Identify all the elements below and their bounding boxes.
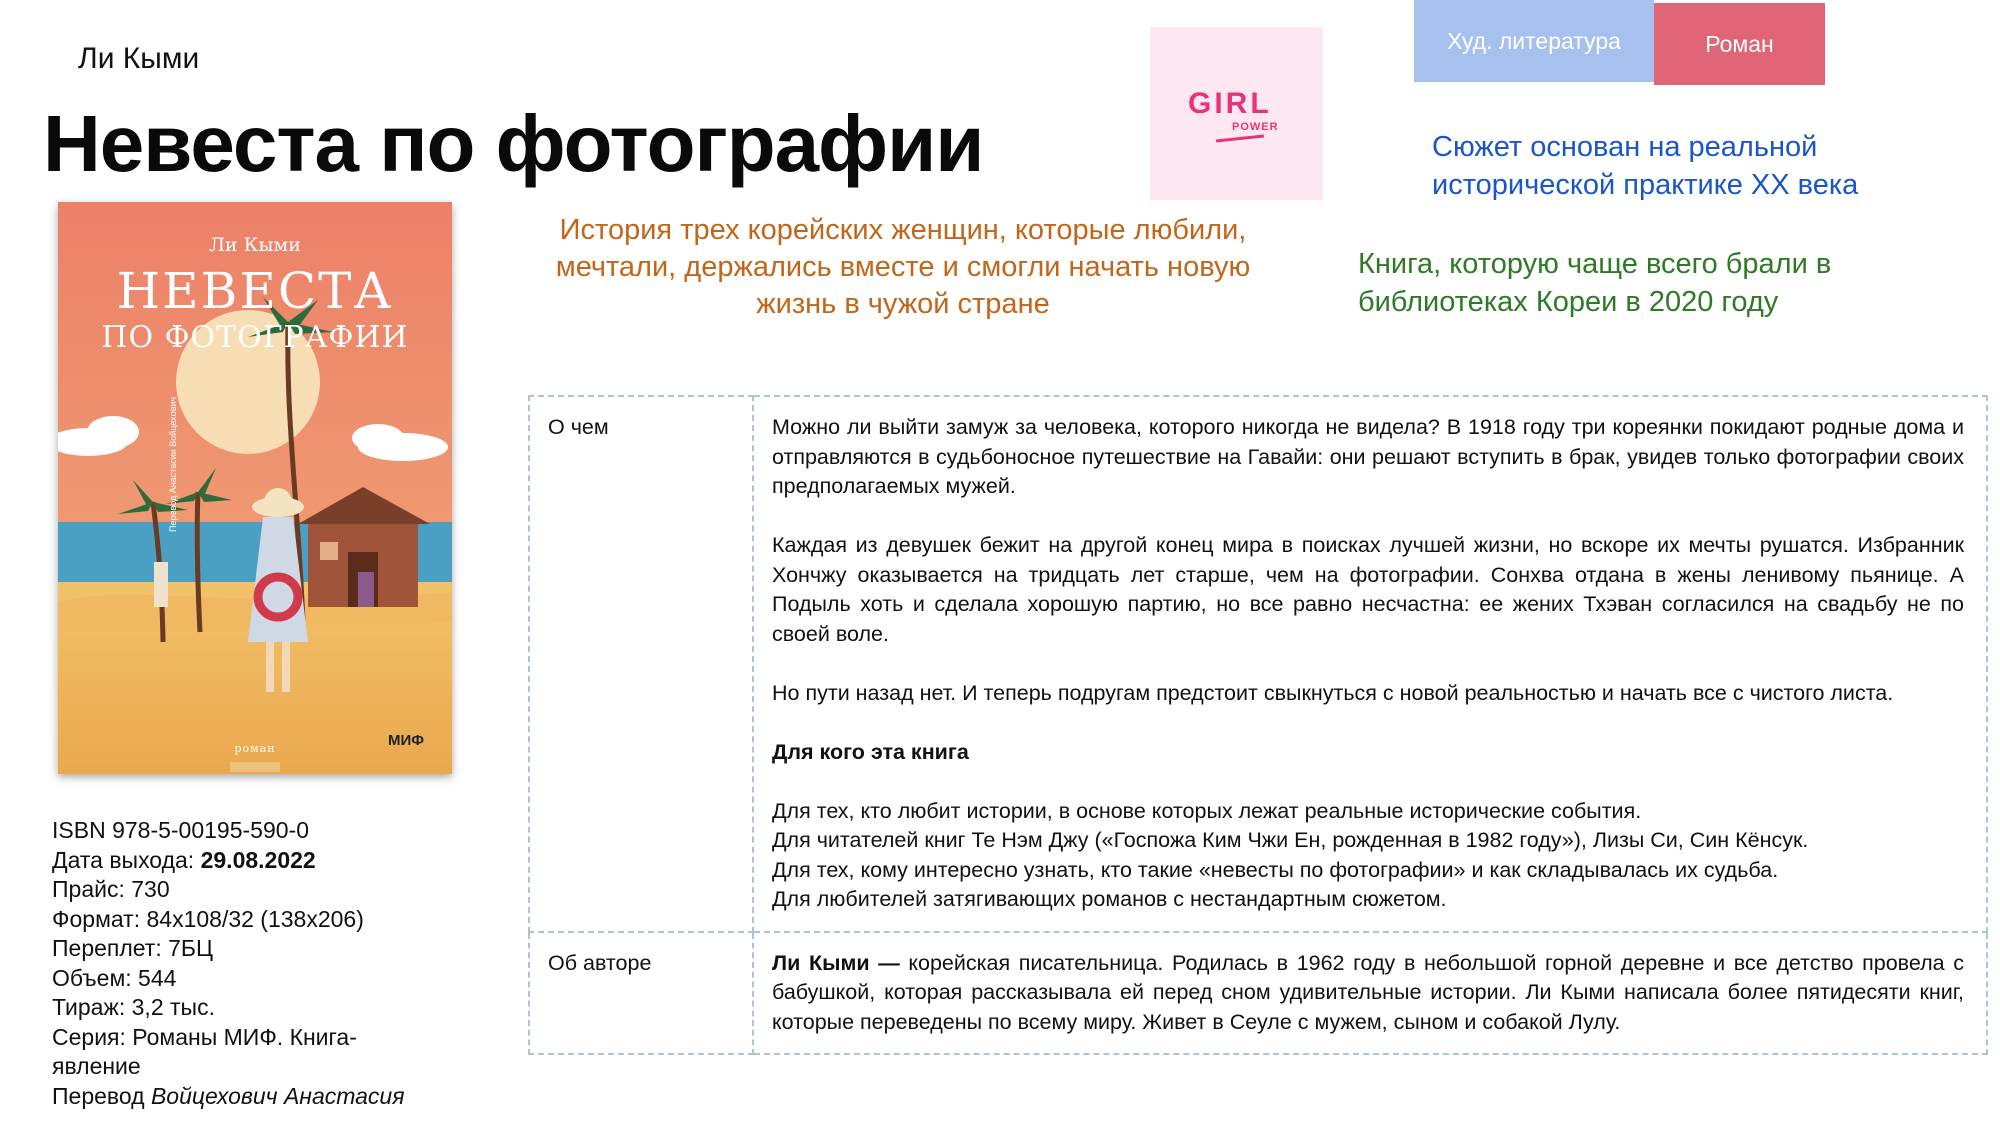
tagline: История трех корейских женщин, которые любили, мечтали, держались вместе и смогли начать новую жизнь в чужой стране bbox=[555, 214, 1251, 320]
cover-author: Ли Кыми bbox=[209, 234, 301, 256]
table-row-about bbox=[529, 396, 1987, 932]
audience-item-2: Для читателей книг Те Нэм Джу («Госпожа Ким Чжи Ен, рожденная в 1982 году»), Лизы Си, Син Кёнсук. bbox=[772, 828, 1809, 852]
book-meta bbox=[52, 816, 482, 1111]
logo-subtext: POWER bbox=[1232, 121, 1279, 133]
price: Прайс: 730 bbox=[52, 876, 170, 902]
cover-title-line2: ПО ФОТОГРАФИИ bbox=[101, 320, 409, 355]
cover-genre: роман bbox=[234, 742, 276, 755]
about-label: О чем bbox=[529, 396, 753, 932]
about-paragraph-1: Можно ли выйти замуж за человека, которого никогда не видела? В 1918 году три кореянки покидают родные дома и отправляются в судьбоносное путешествие на Гавайи: они решают вступить в брак, увидев только фотографии своих предполагаемых мужей. bbox=[772, 415, 1964, 498]
translation-label: Перевод bbox=[52, 1082, 151, 1109]
author-bio-name: Ли Кыми — bbox=[772, 950, 900, 975]
cover-publisher-logo: МИФ bbox=[388, 732, 425, 749]
volume: Объем: 544 bbox=[52, 964, 177, 991]
genre-tag: Худ. литература bbox=[1414, 0, 1654, 82]
author-name: Ли Кыми bbox=[78, 42, 200, 75]
plot-note: Сюжет основан на реальной исторической практике XX века bbox=[1432, 131, 1859, 201]
isbn: ISBN 978-5-00195-590-0 bbox=[52, 817, 309, 843]
series-line1: Серия: Романы МИФ. Книга- bbox=[52, 1023, 357, 1050]
audience-item-3: Для тех, кому интересно узнать, кто такие «невесты по фотографии» и как складывалась их судьба. bbox=[772, 857, 1779, 882]
format: Формат: 84х108/32 (138х206) bbox=[52, 905, 364, 932]
table-row-author bbox=[529, 932, 1987, 1055]
author-bio-paragraph bbox=[772, 949, 1964, 1038]
translation-row bbox=[52, 1082, 482, 1112]
info-table bbox=[528, 395, 1988, 1055]
girl-power-logo bbox=[1150, 27, 1323, 200]
book-title: Невеста по фотографии bbox=[43, 99, 984, 188]
author-bio-text: корейская писательница. Родилась в 1962 году в небольшой горной деревне и все детство провела с бабушкой, которая рассказывала ей перед сном удивительные истории. Ли Кыми написала более пятидесяти книг, которые переведены по всему миру. Живет в Сеуле с мужем, сыном и собакой Лулу. bbox=[772, 950, 1964, 1034]
logo-text: GIRL bbox=[1188, 87, 1272, 120]
binding: Переплет: 7БЦ bbox=[52, 935, 214, 961]
cover-translator: Перевод Анастасии Войцехович bbox=[168, 396, 178, 532]
logo-underline bbox=[1216, 134, 1264, 142]
print-run: Тираж: 3,2 тыс. bbox=[52, 994, 215, 1020]
about-paragraph-2: Каждая из девушек бежит на другой конец мира в поисках лучшей жизни, но вскоре их мечты рушатся. Избранник Хончжу оказывается на тридцать лет старше, чем на фотографии. Сонхва отдана в жены ленивому пьянице. А Подыль хоть и сделала хорошую партию, но все равно несчастна: ее жених Тхэван согласился на свадьбу не по своей воле. bbox=[772, 533, 1964, 646]
audience-item-1: Для тех, кто любит истории, в основе которых лежат реальные исторические события. bbox=[772, 798, 1642, 823]
audience-heading: Для кого эта книга bbox=[772, 739, 969, 764]
about-content bbox=[753, 396, 1987, 932]
author-content bbox=[753, 932, 1987, 1055]
cover-title-line1: НЕВЕСТА bbox=[116, 262, 394, 320]
about-paragraph-3: Но пути назад нет. И теперь подругам предстоит свыкнуться с новой реальностью и начать все с чистого листа. bbox=[772, 680, 1894, 705]
release-date: 29.08.2022 bbox=[200, 846, 316, 873]
release-date-row bbox=[52, 846, 482, 876]
author-label: Об авторе bbox=[529, 932, 753, 1055]
translator-name: Войцехович Анастасия bbox=[150, 1082, 405, 1109]
release-label: Дата выхода: bbox=[52, 846, 201, 873]
series-line2: явление bbox=[52, 1053, 141, 1079]
book-cover-image bbox=[58, 202, 452, 774]
audience-item-4: Для любителей затягивающих романов с нестандартным сюжетом. bbox=[772, 887, 1447, 911]
library-note: Книга, которую чаще всего брали в библиотеках Кореи в 2020 году bbox=[1358, 248, 1832, 318]
type-tag: Роман bbox=[1654, 3, 1825, 85]
